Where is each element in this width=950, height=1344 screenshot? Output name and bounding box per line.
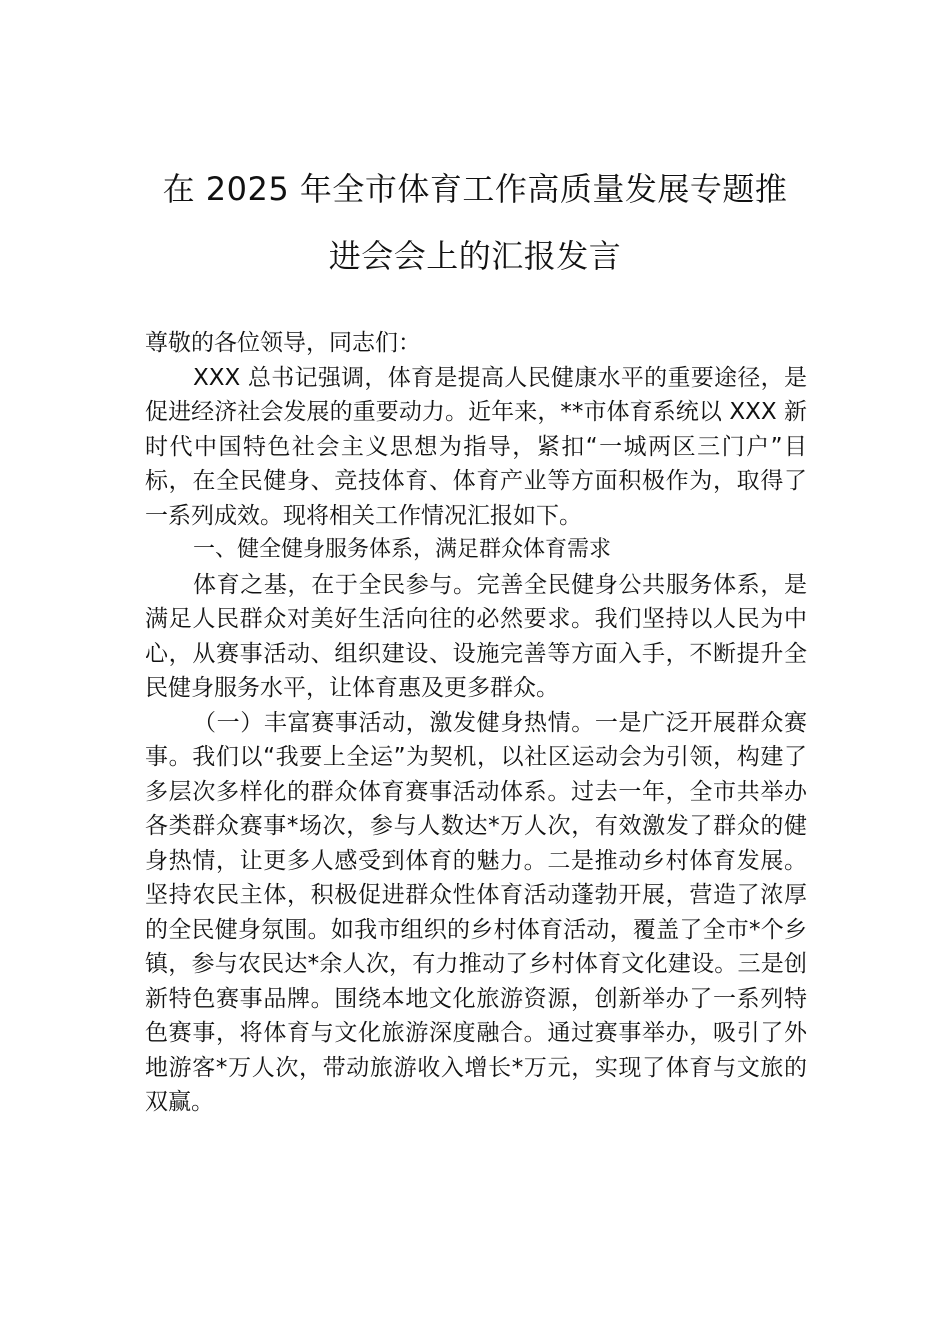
document-body <box>145 326 807 1120</box>
intro-paragraph: XXX 总书记强调，体育是提高人民健康水平的重要途径，是促进经济社会发展的重要动力。近年来，**市体育系统以 XXX 新时代中国特色社会主义思想为指导，紧扣“一城两区三门户”目标，在全民健身、竞技体育、体育产业等方面积极作为，取得了一系列成效。现将相关工作情况汇报如下。 <box>145 364 807 529</box>
section-1-paragraph: 体育之基，在于全民参与。完善全民健身公共服务体系，是满足人民群众对美好生活向往的必然要求。我们坚持以人民为中心，从赛事活动、组织建设、设施完善等方面入手，不断提升全民健身服务水平，让体育惠及更多群众。 <box>145 571 807 701</box>
title-line-2: 进会会上的汇报发言 <box>328 237 622 275</box>
document-title <box>120 156 830 290</box>
section-1-heading: 一、健全健身服务体系，满足群众体育需求 <box>193 537 612 562</box>
salutation: 尊敬的各位领导，同志们： <box>145 330 421 356</box>
title-line-1: 在 2025 年全市体育工作高质量发展专题推 <box>162 170 788 208</box>
subsection-1-paragraph: （一）丰富赛事活动，激发健身热情。一是广泛开展群众赛事。我们以“我要上全运”为契机，以社区运动会为引领，构建了多层次多样化的群众体育赛事活动体系。过去一年，全市共举办各类群众赛事*场次，参与人数达*万人次，有效激发了群众的健身热情，让更多人感受到体育的魅力。二是推动乡村体育发展。坚持农民主体，积极促进群众性体育活动蓬勃开展，营造了浓厚的全民健身氛围。如我市组织的乡村体育活动，覆盖了全市*个乡镇，参与农民达*余人次，有力推动了乡村体育文化建设。三是创新特色赛事品牌。围绕本地文化旅游资源，创新举办了一系列特色赛事，将体育与文化旅游深度融合。通过赛事举办，吸引了外地游客*万人次，带动旅游收入增长*万元，实现了体育与文旅的双赢。 <box>145 709 807 1115</box>
